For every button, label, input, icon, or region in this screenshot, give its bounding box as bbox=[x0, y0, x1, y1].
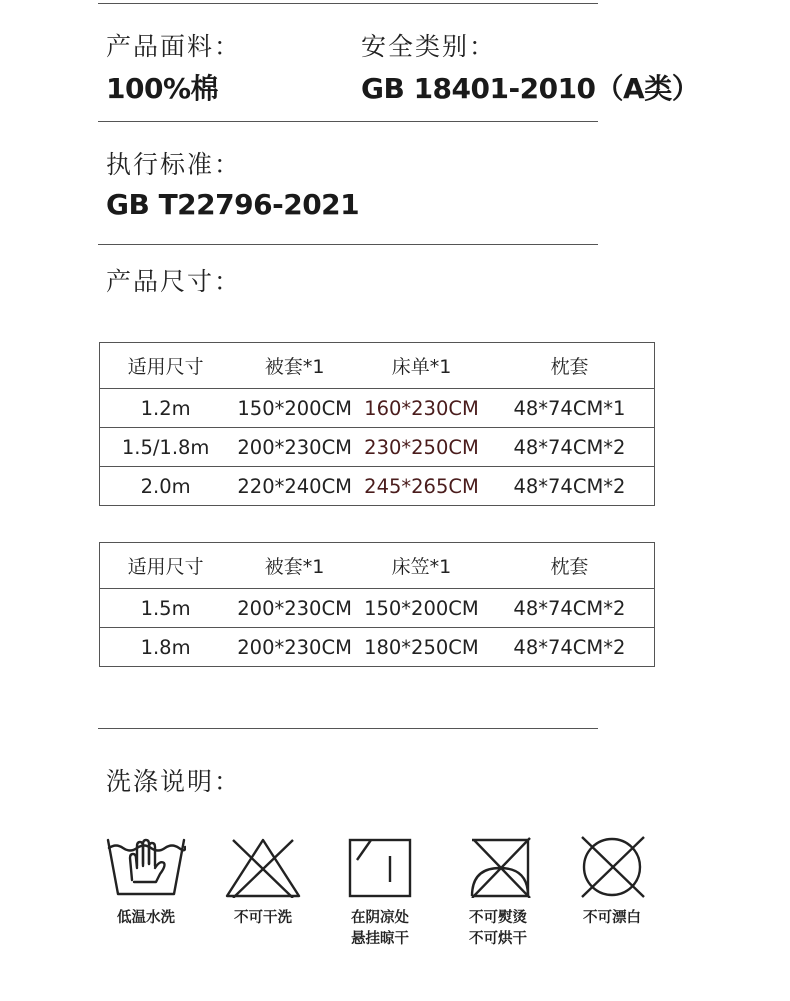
table-cell: 200*230CM bbox=[237, 596, 352, 620]
care-label: 洗涤说明： bbox=[106, 767, 242, 796]
table-cell: 200*230CM bbox=[237, 635, 352, 659]
table-row bbox=[100, 467, 655, 506]
care-item bbox=[562, 836, 662, 929]
table-header-cell: 床单*1 bbox=[391, 356, 452, 378]
table-cell: 245*265CM bbox=[364, 474, 479, 498]
table-row bbox=[100, 589, 655, 628]
table-cell: 200*230CM bbox=[237, 435, 353, 459]
table-cell: 150*200CM bbox=[364, 596, 479, 620]
divider bbox=[98, 728, 598, 729]
care-item bbox=[448, 836, 548, 950]
table-cell: 48*74CM*2 bbox=[513, 596, 626, 620]
hand-wash-icon bbox=[106, 836, 186, 898]
standard-label: 执行标准： bbox=[106, 150, 242, 179]
table-header-row bbox=[100, 343, 655, 389]
table-cell: 1.5/1.8m bbox=[121, 435, 210, 459]
care-item bbox=[213, 836, 313, 929]
divider bbox=[98, 121, 598, 122]
table-cell: 48*74CM*1 bbox=[513, 396, 626, 420]
table-header-cell: 被套*1 bbox=[264, 356, 325, 378]
no-bleach-triangle-icon bbox=[223, 836, 303, 898]
table-row bbox=[100, 428, 655, 467]
table-header-row bbox=[100, 543, 655, 589]
material-label: 产品面料： bbox=[106, 32, 242, 61]
standard-value: GB T22796-2021 bbox=[106, 188, 360, 221]
table-cell: 230*250CM bbox=[364, 435, 479, 459]
table-header-cell: 枕套 bbox=[550, 356, 589, 378]
care-item bbox=[330, 836, 430, 950]
size-label: 产品尺寸： bbox=[106, 267, 242, 296]
care-caption: 不可熨烫 bbox=[469, 910, 527, 926]
divider bbox=[98, 3, 598, 4]
no-dry-clean-icon bbox=[572, 836, 652, 898]
care-caption: 低温水洗 bbox=[117, 910, 175, 926]
table-cell: 2.0m bbox=[140, 474, 191, 498]
dry-in-shade-icon bbox=[340, 836, 420, 898]
table-cell: 160*230CM bbox=[364, 396, 479, 420]
table-cell: 220*240CM bbox=[237, 474, 353, 498]
table-cell: 48*74CM*2 bbox=[513, 474, 626, 498]
material-value: 100%棉 bbox=[106, 72, 219, 105]
table-header-cell: 枕套 bbox=[550, 556, 589, 578]
table-cell: 1.8m bbox=[140, 635, 191, 659]
table-row bbox=[100, 389, 655, 428]
size-table-sheet-set bbox=[99, 342, 655, 506]
table-cell: 1.5m bbox=[140, 596, 191, 620]
care-caption: 不可漂白 bbox=[583, 910, 641, 926]
safety-value: GB 18401-2010（A类） bbox=[361, 72, 700, 105]
divider bbox=[98, 244, 598, 245]
table-cell: 1.2m bbox=[140, 396, 191, 420]
safety-label: 安全类别： bbox=[361, 32, 497, 61]
table-header-cell: 床笠*1 bbox=[391, 556, 452, 578]
care-item bbox=[96, 836, 196, 929]
table-cell: 150*200CM bbox=[237, 396, 353, 420]
table-cell: 48*74CM*2 bbox=[513, 435, 626, 459]
table-row bbox=[100, 628, 655, 667]
care-caption: 不可干洗 bbox=[234, 910, 292, 926]
care-caption: 不可烘干 bbox=[469, 931, 527, 947]
table-header-cell: 被套*1 bbox=[264, 556, 325, 578]
size-table-fitted-set bbox=[99, 542, 655, 667]
table-header-cell: 适用尺寸 bbox=[127, 356, 204, 378]
table-header-cell: 适用尺寸 bbox=[127, 556, 204, 578]
care-caption: 悬挂晾干 bbox=[351, 931, 409, 947]
table-cell: 180*250CM bbox=[364, 635, 479, 659]
no-iron-no-tumble-dry-icon bbox=[458, 836, 538, 898]
table-cell: 48*74CM*2 bbox=[513, 635, 626, 659]
care-caption: 在阴凉处 bbox=[351, 910, 409, 926]
